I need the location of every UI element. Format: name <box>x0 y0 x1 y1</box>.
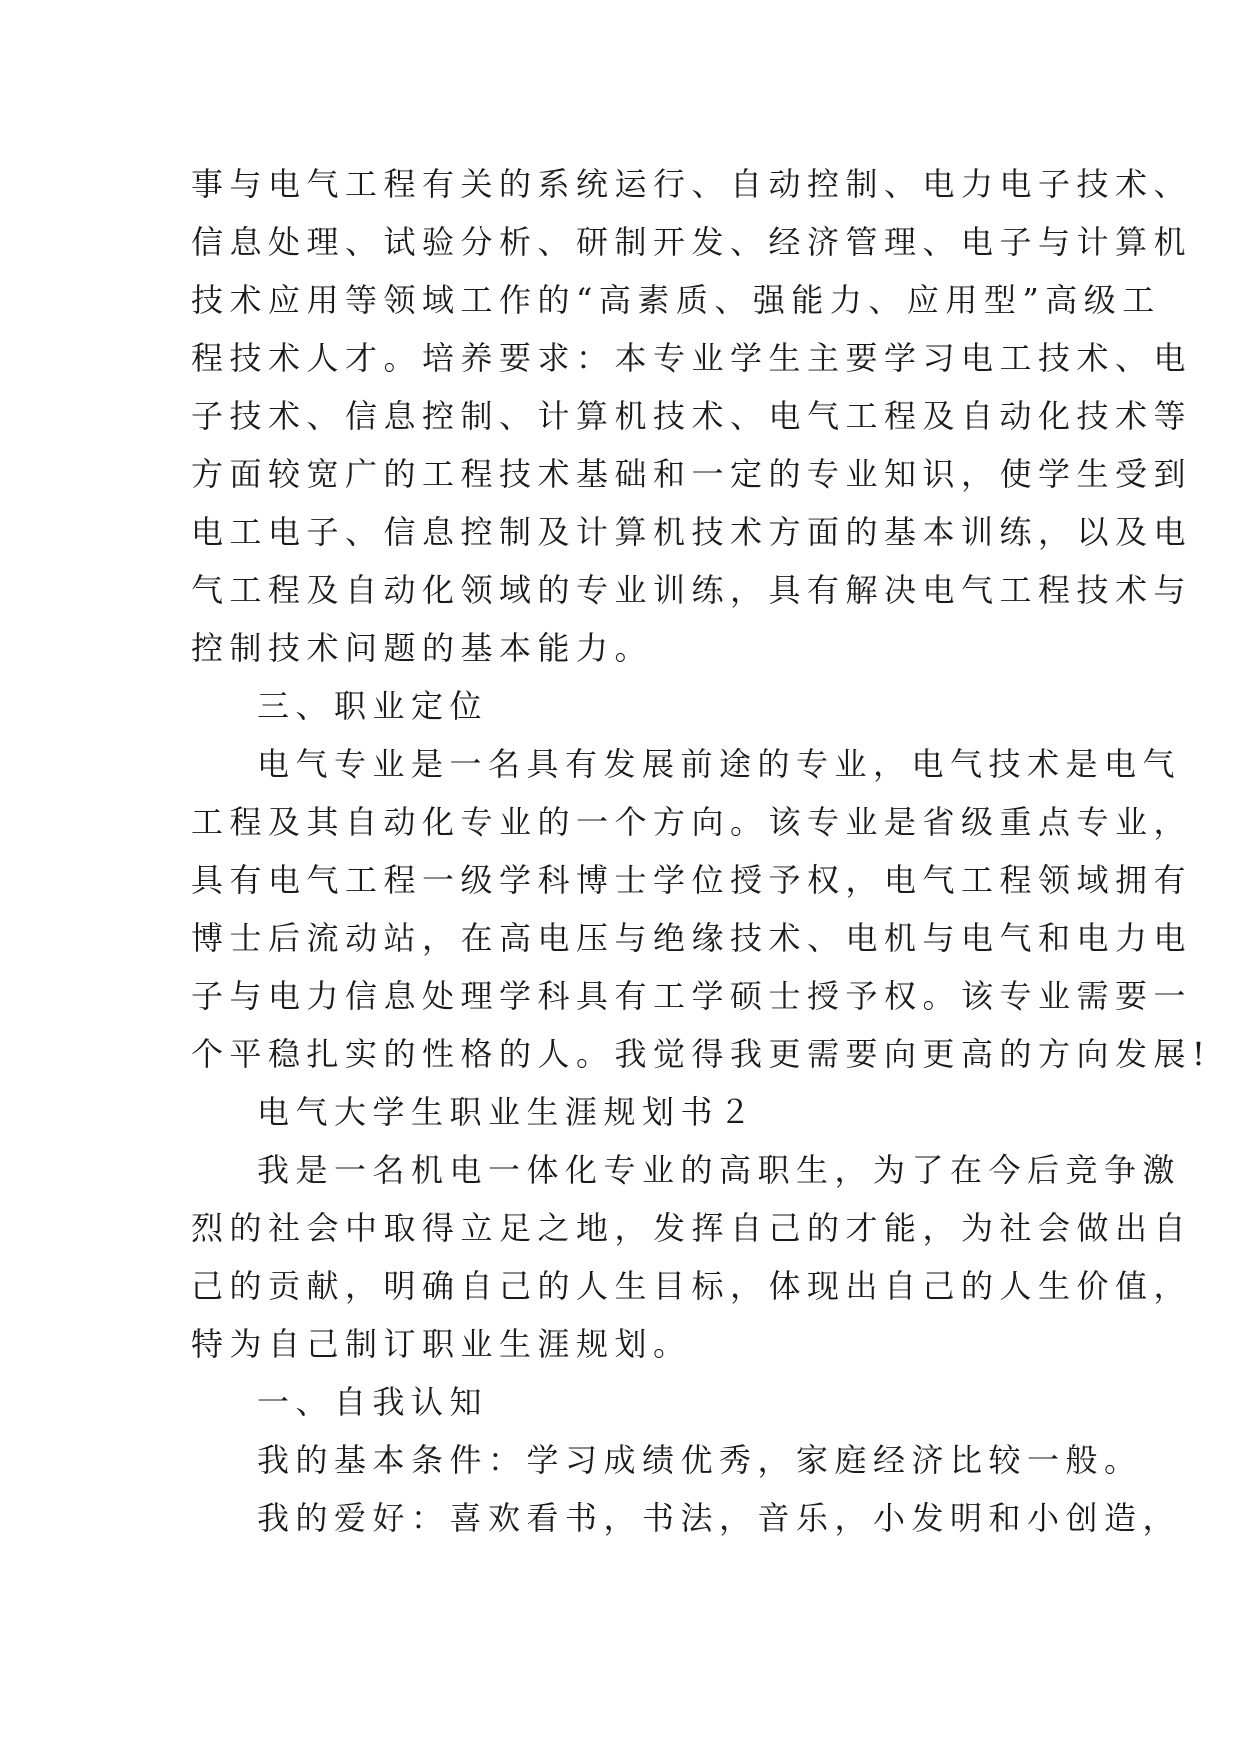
section-heading-career-positioning: 三、职业定位 <box>257 687 489 725</box>
text-line-5: 子技术、信息控制、计算机技术、电气工程及自动化技术等 <box>191 397 1193 435</box>
document-subtitle: 电气大学生职业生涯规划书２ <box>257 1093 758 1131</box>
text-line-16: 个平稳扎实的性格的人。我觉得我更需要向更高的方向发展! <box>191 1035 1212 1073</box>
text-line-8: 气工程及自动化领域的专业训练，具有解决电气工程技术与 <box>191 571 1193 609</box>
text-line-6: 方面较宽广的工程技术基础和一定的专业知识，使学生受到 <box>191 455 1193 493</box>
text-line-11: 电气专业是一名具有发展前途的专业，电气技术是电气 <box>257 745 1182 783</box>
text-line-2: 信息处理、试验分析、研制开发、经济管理、电子与计算机 <box>191 223 1193 261</box>
text-line-23: 我的基本条件：学习成绩优秀，家庭经济比较一般。 <box>257 1441 1143 1479</box>
text-line-4: 程技术人才。培养要求：本专业学生主要学习电工技术、电 <box>191 339 1193 377</box>
section-heading-self-awareness: 一、自我认知 <box>257 1383 489 1421</box>
document-body <box>191 155 1212 1547</box>
text-line-24: 我的爱好：喜欢看书，书法，音乐，小发明和小创造， <box>257 1499 1182 1537</box>
text-line-13: 具有电气工程一级学科博士学位授予权，电气工程领域拥有 <box>191 861 1193 899</box>
text-line-9: 控制技术问题的基本能力。 <box>191 629 654 667</box>
text-line-14: 博士后流动站，在高电压与绝缘技术、电机与电气和电力电 <box>191 919 1193 957</box>
text-line-21: 特为自己制订职业生涯规划。 <box>191 1325 692 1363</box>
text-line-19: 烈的社会中取得立足之地，发挥自己的才能，为社会做出自 <box>191 1209 1193 1247</box>
text-line-7: 电工电子、信息控制及计算机技术方面的基本训练，以及电 <box>191 513 1193 551</box>
text-line-18: 我是一名机电一体化专业的高职生，为了在今后竞争激 <box>257 1151 1182 1189</box>
text-line-1: 事与电气工程有关的系统运行、自动控制、电力电子技术、 <box>191 165 1193 203</box>
text-line-3: 技术应用等领域工作的“高素质、强能力、应用型”高级工 <box>191 281 1161 319</box>
text-line-20: 己的贡献，明确自己的人生目标，体现出自己的人生价值， <box>191 1267 1193 1305</box>
text-line-15: 子与电力信息处理学科具有工学硕士授予权。该专业需要一 <box>191 977 1193 1015</box>
text-line-12: 工程及其自动化专业的一个方向。该专业是省级重点专业， <box>191 803 1193 841</box>
